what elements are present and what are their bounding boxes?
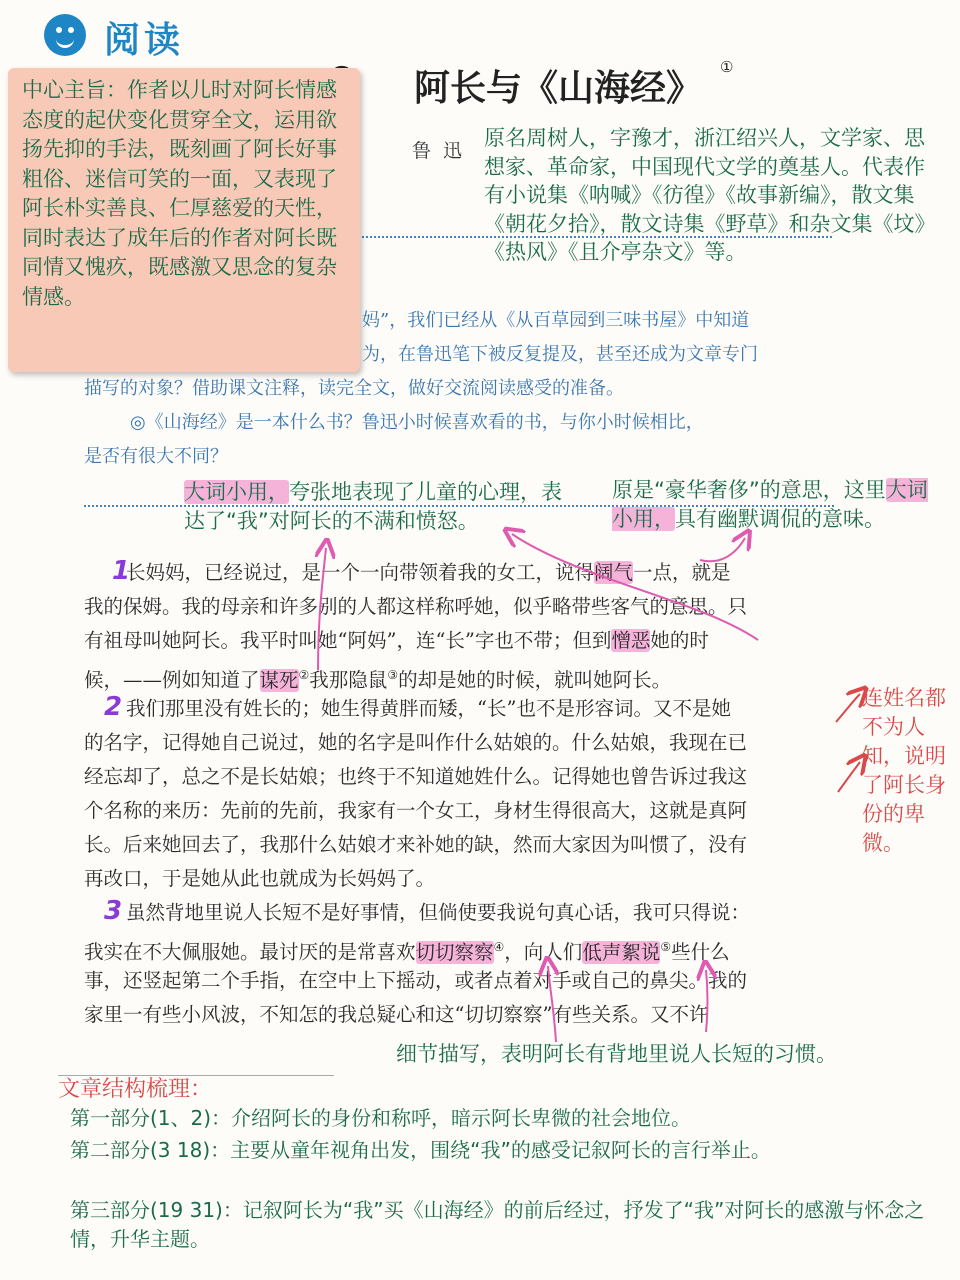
- annotation-exaggeration: 大词小用，夸张地表现了儿童的心理，表达了“我”对阿长的不满和愤怒。: [184, 480, 562, 533]
- text-line: 长。后来她回去了，我那什么姑娘才来补她的缺，然而大家因为叫惯了，没有: [84, 833, 748, 856]
- text-line: 再改口，于是她从此也就成为长妈妈了。: [84, 867, 436, 890]
- reading-question: ◎《山海经》是一本什么书？鲁迅小时候喜欢看的书，与你小时候相比，: [130, 412, 704, 433]
- text-line: 虽然背地里说人长短不是好事情，但倘使要我说句真心话，我可只得说：: [126, 901, 751, 924]
- lesson-title: 阿长与《山海经》: [414, 67, 703, 109]
- sticky-note-text: 中心主旨：作者以儿时对阿长情感态度的起伏变化贯穿全文，运用欲扬先抑的手法，既刻画了阿长好事粗俗、迷信可笑的一面，又表现了阿长朴实善良、仁厚慈爱的天性，同时表达了成年后的作者对阿长既同情又愧疚，既感激又思念的复杂情感。: [22, 78, 337, 309]
- text-line: 的名字，记得她自己说过，她的名字是叫作什么姑娘的。什么姑娘，我现在已: [84, 731, 748, 754]
- structure-part-1: 第一部分(1、2)：介绍阿长的身份和称呼，暗示阿长卑微的社会地位。: [70, 1106, 692, 1130]
- highlight-word: 切切察察: [415, 940, 494, 964]
- text-line: 事，还竖起第二个手指，在空中上下摇动，或者点着对手或自己的鼻尖。我的: [84, 969, 748, 992]
- highlight-word: 低声絮说: [582, 940, 661, 964]
- highlight-word: 憎恶: [611, 629, 651, 652]
- structure-part-2: 第二部分(3 18)：主要从童年视角出发，围绕“我”的感受记叙阿长的言行举止。: [70, 1138, 771, 1162]
- author-annotation: 原名周树人，字豫才，浙江绍兴人，文学家、思想家、革命家，中国现代文学的奠基人。代表作有小说集《呐喊》《彷徨》《故事新编》，散文集《朝花夕拾》，散文诗集《野草》和杂文集《坟》《热风》《且介亭杂文》等。: [484, 126, 925, 264]
- paragraph-number: 2: [104, 692, 123, 722]
- arrow-from-detail-note: [548, 966, 556, 1042]
- text-line: 家里一有些小风波，不知怎的我总疑心和这“切切察察”有些关系。又不许: [84, 1003, 709, 1026]
- annotation-highlight: 大词小用，: [612, 478, 928, 531]
- arrow-to-identity-note: [836, 694, 860, 722]
- annotation-identity: 连姓名都不为人知，说明了阿长身份的卑微。: [862, 686, 946, 855]
- arrow-to-left-note: [318, 548, 326, 670]
- text-line: 我实在不大佩服她。最讨厌的是常喜欢切切察察④，向人们低声絮说⑤些什么: [84, 940, 730, 964]
- arrow-to-identity-note: [838, 762, 860, 792]
- author-name: 鲁迅: [412, 140, 475, 162]
- arrow-from-detail-note: [706, 970, 708, 1032]
- highlight-word: 谋死: [259, 668, 299, 692]
- paragraph-number: 3: [104, 896, 123, 926]
- text-line: 有祖母叫她阿长。我平时叫她“阿妈”，连“长”字也不带；但到憎恶她的时: [84, 629, 709, 652]
- arrow-to-right-note: [700, 538, 745, 561]
- title-footnote-mark: ①: [720, 58, 734, 76]
- paragraph-number: 1: [112, 556, 131, 586]
- annotation-humor: 原是“豪华奢侈”的意思，这里大词小用，具有幽默调侃的意味。: [612, 478, 928, 531]
- text-line: 我们那里没有姓长的；她生得黄胖而矮，“长”也不是形容词。又不是她: [126, 697, 731, 720]
- text-line: 我的保姆。我的母亲和许多别的人都这样称呼她，似乎略带些客气的意思。只: [84, 595, 748, 618]
- structure-part-3: 第三部分(19 31)：记叙阿长为“我”买《山海经》的前后经过，抒发了“我”对阿长的感激与怀念之情，升华主题。: [70, 1198, 925, 1251]
- intro-line: 描写的对象？借助课文注释，读完全文，做好交流阅读感受的准备。: [84, 378, 624, 399]
- annotation-highlight: 大词小用，: [184, 480, 289, 504]
- text-line: 候，——例如知道了谋死②我那隐鼠③的却是她的时候，就叫她阿长。: [84, 668, 672, 692]
- intro-line: 妈”，我们已经从《从百草园到三味书屋》中知道: [362, 310, 750, 331]
- highlight-word: 阔气: [594, 561, 634, 584]
- reading-question: 是否有很大不同？: [84, 446, 228, 467]
- text-line: 长妈妈，已经说过，是一个一向带领着我的女工，说得阔气一点，就是: [126, 561, 731, 584]
- section-title: 阅读: [104, 20, 185, 61]
- text-line: 个名称的来历：先前的先前，我家有一个女工，身材生得很高大，这就是真阿: [84, 799, 748, 822]
- annotation-detail: 细节描写，表明阿长有背地里说人长短的习惯。: [396, 1042, 837, 1066]
- arrow-to-left-note: [512, 534, 758, 640]
- text-line: 经忘却了，总之不是长姑娘；也终于不知道她姓什么。记得她也曾告诉过我这: [84, 765, 748, 788]
- structure-title: 文章结构梳理：: [58, 1077, 213, 1102]
- intro-line: 为，在鲁迅笔下被反复提及，甚至还成为文章专门: [362, 344, 758, 365]
